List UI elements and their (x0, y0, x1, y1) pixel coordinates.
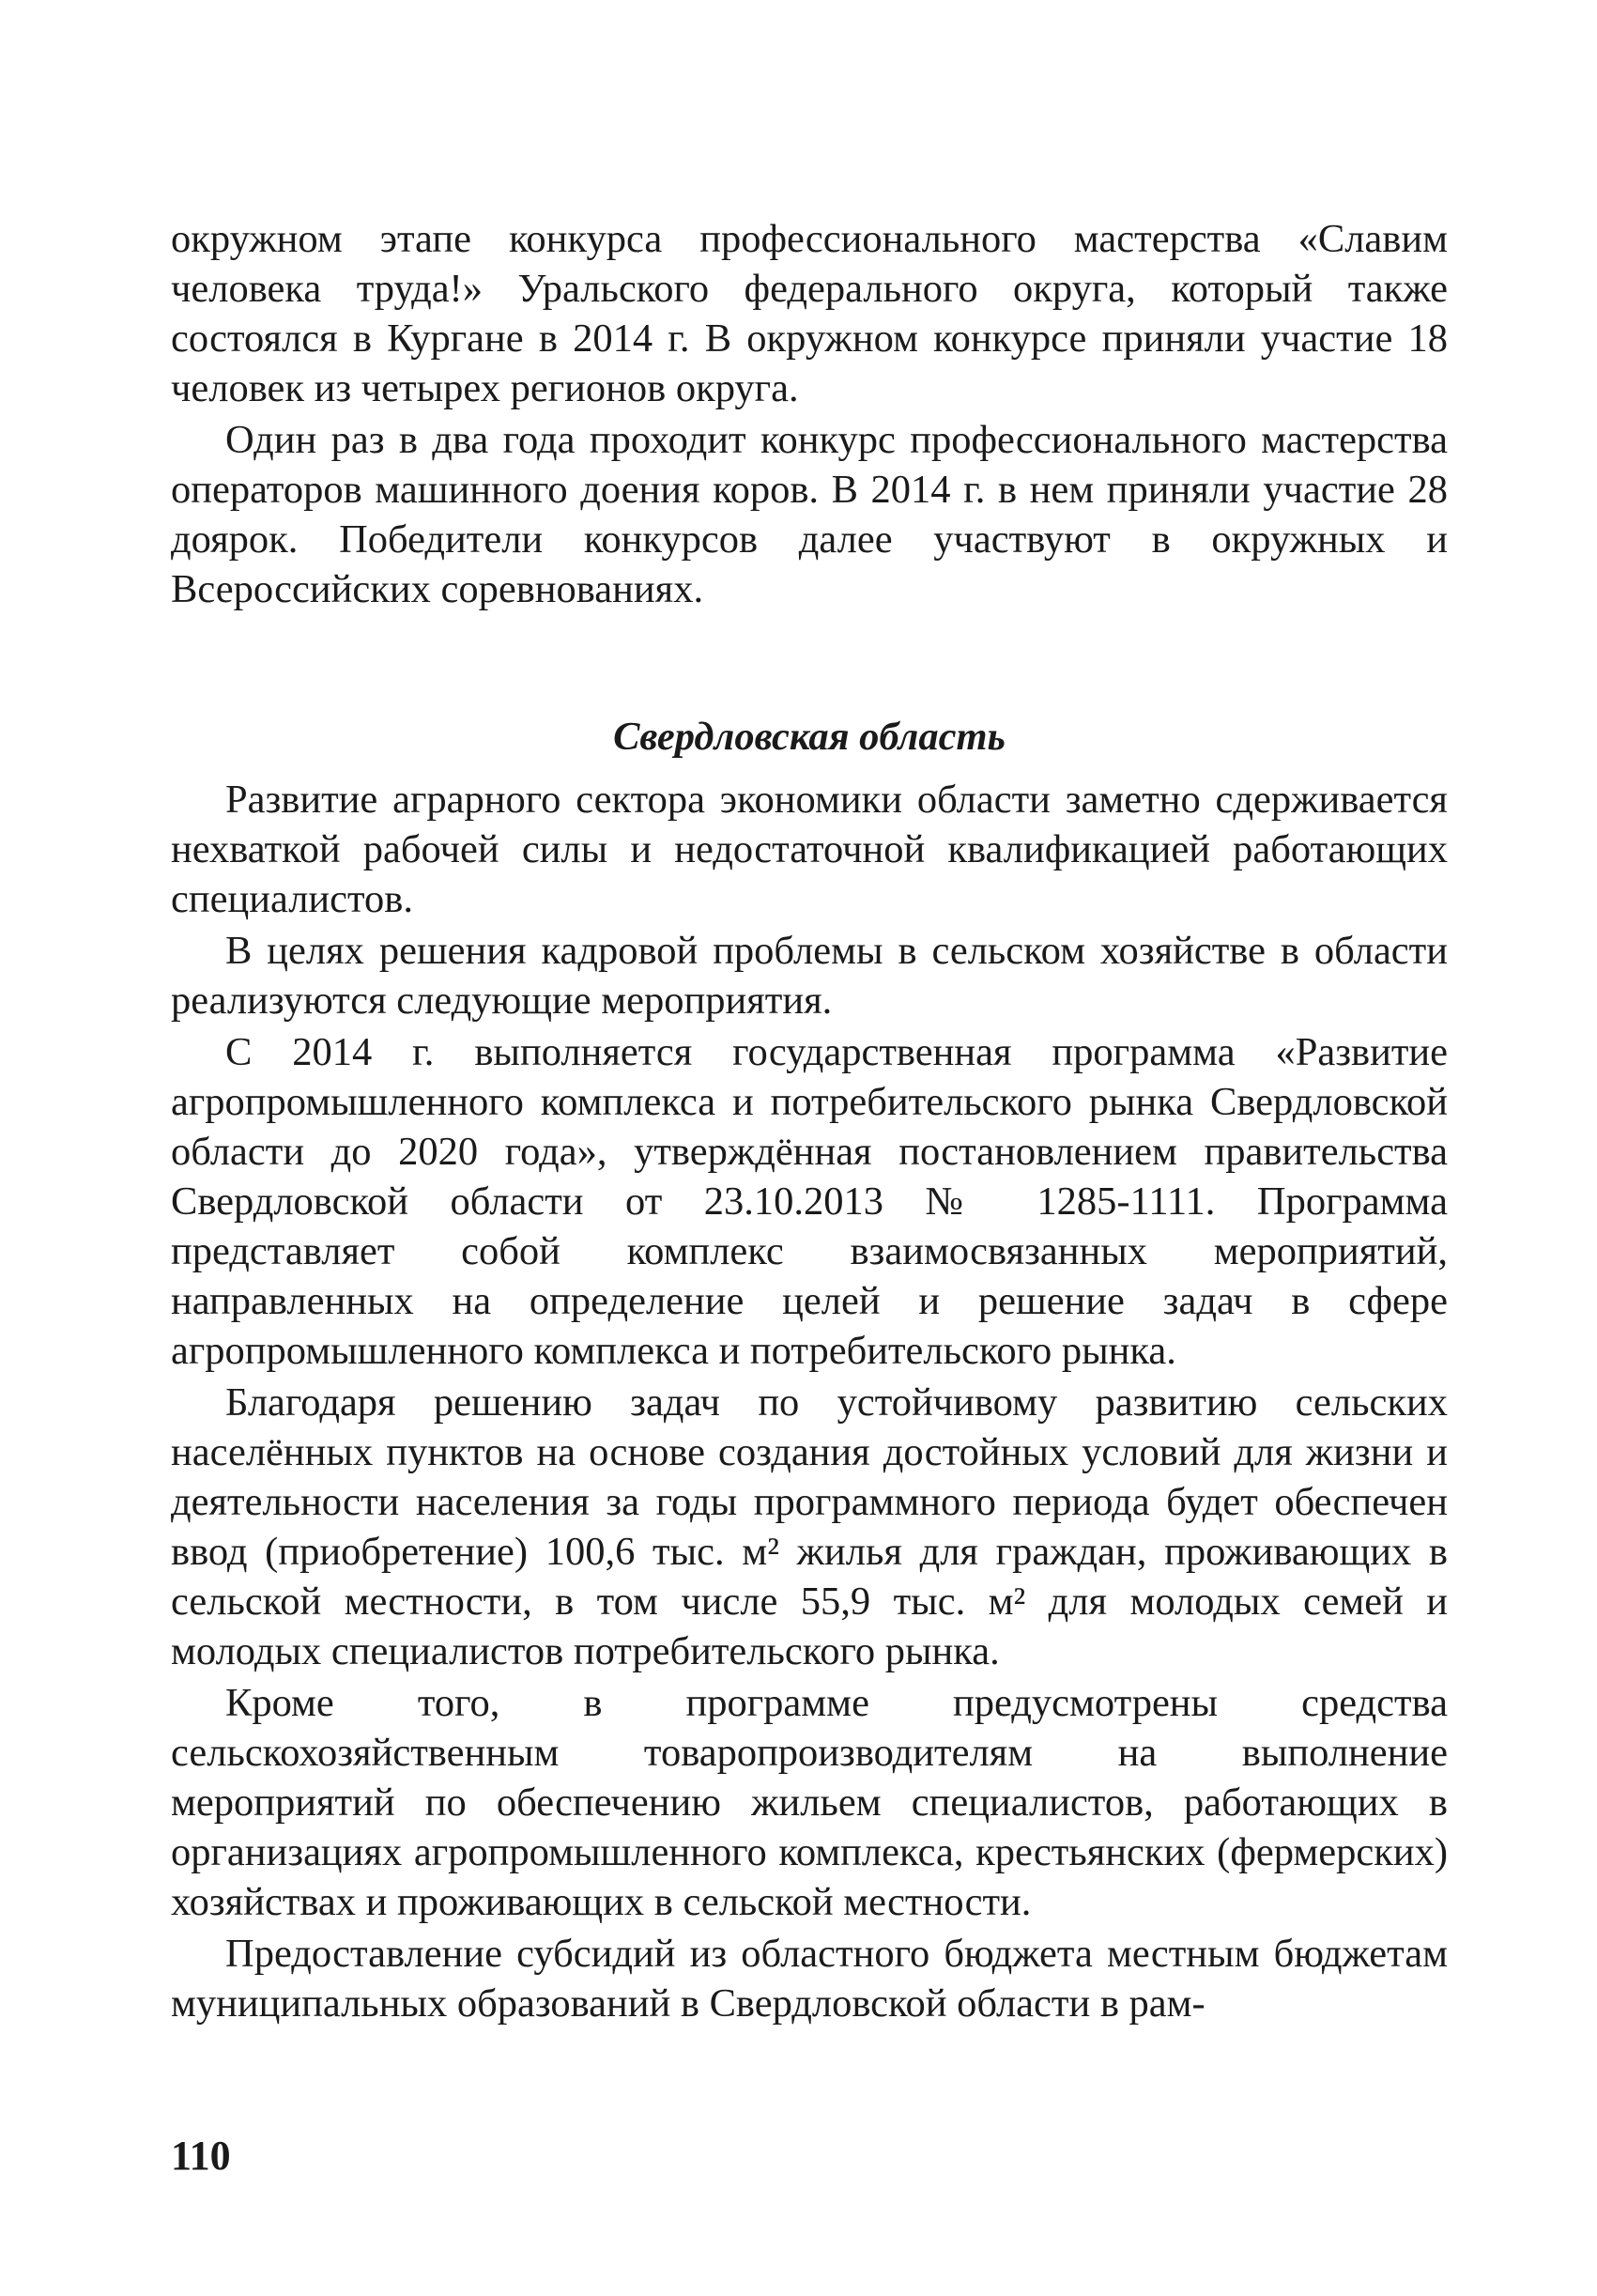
paragraph-6: Благодаря решению задач по устойчивому развитию сельских населённых пунктов на основе создания достойных условий для жизни и деятельности населения за годы программного периода будет обеспечен ввод (приобретение) 100,6 тыс. м² жилья для граждан, проживающих в сельской местности, в том числе 55,9 тыс. м² для молодых семей и молодых специалистов потребительского рынка. (171, 1380, 1448, 1673)
page-number: 110 (171, 2133, 231, 2179)
section-heading: Свердловская область (613, 715, 1006, 759)
paragraph-1: окружном этапе конкурса профессионального мастерства «Славим человека труда!» Уральского федерального округа, который также состоялся в Кургане в 2014 г. В окружном конкурсе приняли участие 18 человек из четырех регионов округа. (171, 217, 1448, 410)
paragraph-7: Кроме того, в программе предусмотрены средства сельскохозяйственным товаропроизводителям на выполнение мероприятий по обеспечению жильем специалистов, работающих в организациях агропромышленного комплекса, крестьянских (фермерских) хозяйствах и проживающих в сельской местности. (171, 1681, 1448, 1924)
paragraph-5: С 2014 г. выполняется государственная программа «Развитие агропромышленного комплекса и потребительского рынка Свердловской области до 2020 года», утверждённая постановлением правительства Свердловской области от 23.10.2013 № 1285-1111. Программа представляет собой комплекс взаимосвязанных мероприятий, направленных на определение целей и решение задач в сфере агропромышленного комплекса и потребительского рынка. (171, 1030, 1448, 1373)
paragraph-2: Один раз в два года проходит конкурс профессионального мастерства операторов машинного доения коров. В 2014 г. в нем приняли участие 28 доярок. Победители конкурсов далее участвуют в окружных и Всероссийских соревнованиях. (171, 418, 1448, 611)
paragraph-3: Развитие аграрного сектора экономики области заметно сдерживается нехваткой рабочей силы и недостаточной квалификацией работающих специалистов. (171, 778, 1448, 921)
paragraph-4: В целях решения кадровой проблемы в сельском хозяйстве в области реализуются следующие мероприятия. (171, 929, 1448, 1023)
page-body (171, 214, 1448, 2028)
paragraph-8: Предоставление субсидий из областного бюджета местным бюджетам муниципальных образований в Свердловской области в рам- (171, 1932, 1448, 2026)
